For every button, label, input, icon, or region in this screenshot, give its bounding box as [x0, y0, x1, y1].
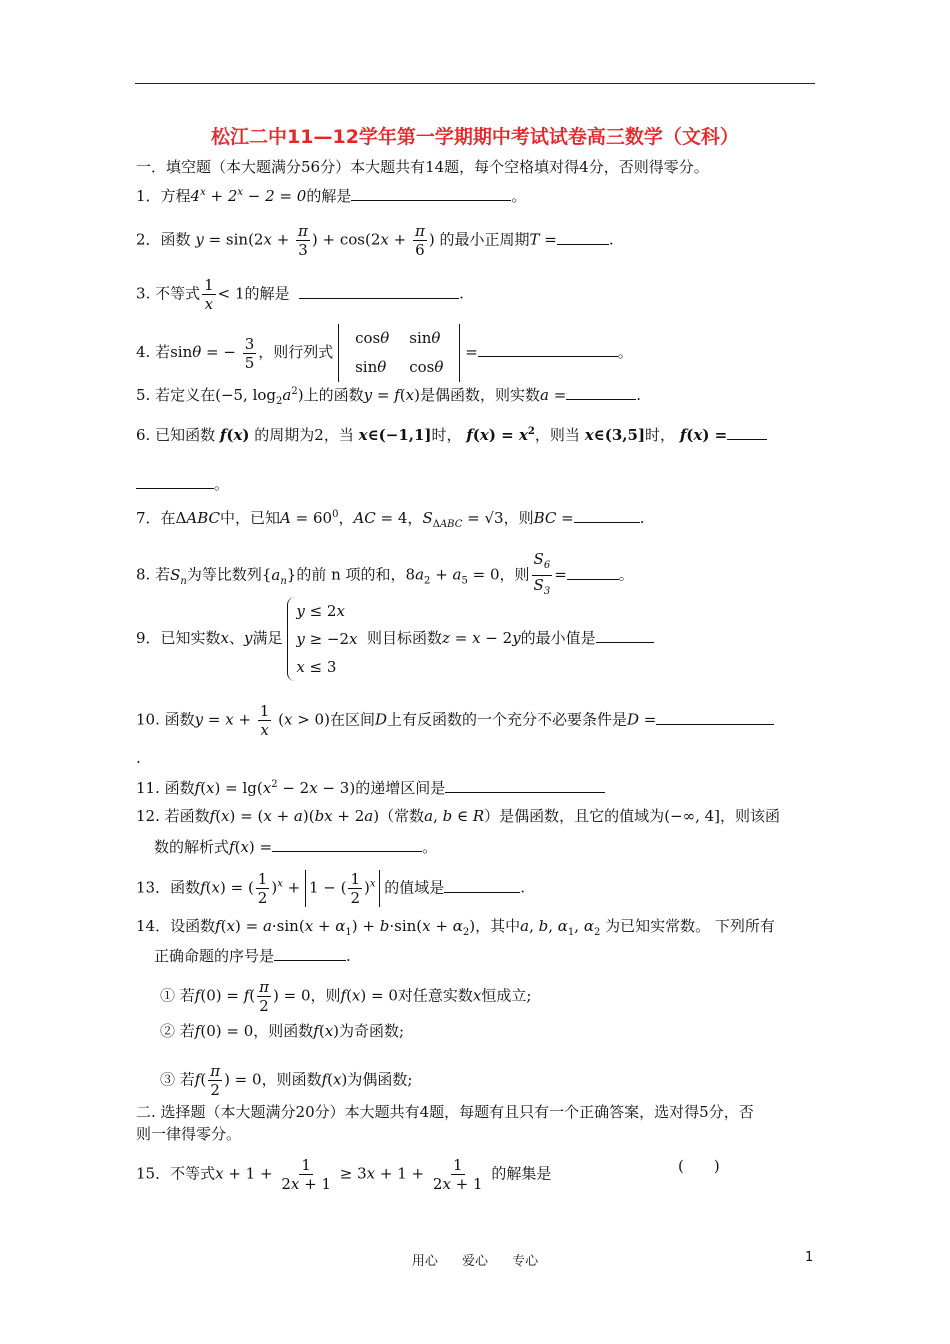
answer-blank[interactable] [299, 282, 459, 299]
answer-parentheses[interactable]: ( ) [678, 1157, 720, 1175]
question-11: 11. 函数$f(x) = \lg(x^2 - 2x - 3)$的递增区间是 [136, 775, 816, 798]
footer-text: 用心 爱心 专心 [411, 1254, 539, 1269]
question-14-cont: 正确命题的序号是 . [154, 944, 834, 966]
question-2: 2．函数 y = sin(2x + $\frac{\pi}{3}$ ) + cos(2x + $\frac{\pi}{6}$ ) 的最小正周期T = . [136, 222, 614, 259]
question-14-option-1: ① 若f(0) = f( $\frac{\pi}{2}$ ) = 0，则f(x) = 0对任意实数x恒成立; [160, 978, 532, 1015]
section-2-heading: 二. 选择题（本大题满分20分）本大题共有4题，每题有且只有一个正确答案，选对得5分，否 [136, 1103, 754, 1121]
answer-blank[interactable] [567, 563, 619, 580]
question-13: 13．函数f(x) = ( $\frac{1}{2}$ )$^x$ + 1 − ( $\frac{1}{2}$ )$^x$ 的值域是 . [136, 870, 526, 907]
question-7: 7．在ΔABC中，已知$A = 60^0$，AC = 4，$S_{\Delta ABC} = √3$，则BC = . [136, 505, 816, 535]
question-15: 15．不等式x + 1 + $\frac{1}{2x + 1}$ ≥ 3x + 1 + $\frac{1}{2x + 1}$ 的解集是 ( ) [136, 1156, 720, 1193]
answer-blank[interactable] [557, 228, 609, 245]
question-14: 14．设函数$f(x) = a\cdot\sin(x + \alpha_1) + b\cdot\sin(x + \alpha_2)$，其中a, b, $\alpha_1$, $\alpha_2$ 为已知实常数。 下列所有 [136, 917, 775, 938]
answer-blank[interactable] [727, 423, 767, 440]
question-12-cont: 数的解析式f(x) = 。 [154, 835, 834, 857]
answer-blank[interactable] [478, 340, 618, 357]
question-14-option-3: ③ 若f( $\frac{\pi}{2}$ ) = 0，则函数f(x)为偶函数; [160, 1062, 413, 1099]
answer-blank[interactable] [566, 383, 636, 400]
answer-blank[interactable] [136, 472, 214, 489]
question-6-cont: 。 [136, 472, 816, 494]
question-4: 4. 若sinθ = − $\frac{3}{5}$ ，则行列式 cosθ sinθ sinθ cosθ = 。 [136, 324, 816, 382]
page-title: 松江二中11—12学年第一学期期中考试试卷高三数学（文科） [211, 126, 739, 148]
answer-blank[interactable] [351, 184, 511, 201]
header-rule [135, 83, 815, 84]
answer-blank[interactable] [272, 835, 422, 852]
question-3: 3. 不等式 $\frac{1}{x}$ < 1的解是 . [136, 276, 464, 313]
question-14-option-2: ② 若f(0) = 0，则函数f(x)为奇函数; [160, 1022, 405, 1040]
answer-blank[interactable] [596, 626, 654, 643]
question-10-cont: . [136, 749, 141, 767]
question-9: 9．已知实数x、y满足 y ≤ 2x y ≥ −2x x ≤ 3 则目标函数z = x − 2y的最小值是 [136, 597, 816, 681]
question-10: 10. 函数y = x + $\frac{1}{x}$ (x > 0)在区间D上有反函数的一个充分不必要条件是D = [136, 702, 816, 739]
page-number: 1 [805, 1250, 814, 1265]
answer-blank[interactable] [574, 506, 640, 523]
section-2-heading-cont: 则一律得零分。 [136, 1125, 242, 1143]
answer-blank[interactable] [274, 944, 346, 961]
question-1: 1．方程$4^x + 2^x - 2 = 0$的解是 。 [136, 183, 816, 206]
answer-blank[interactable] [444, 876, 520, 893]
question-5: 5. 若定义在(−5, $\log_2a^2$)上的函数y = f(x)是偶函数，则实数a = . [136, 382, 816, 412]
question-12: 12. 若函数f(x) = (x + a)(bx + 2a)（常数a, b ∈ R）是偶函数，且它的值域为(−∞, 4]，则该函 [136, 807, 781, 825]
question-8: 8. 若$S_n$为等比数列$\{a_n\}$的前 n 项的和，$8a_2 + a_5 = 0$，则 $\frac{S_6}{S_3}$ = 。 [136, 550, 634, 597]
section-1-heading: 一．填空题（本大题满分56分）本大题共有14题，每个空格填对得4分，否则得零分。 [136, 158, 709, 176]
question-6: 6. 已知函数 f(x) 的周期为2，当 x∈(−1,1]时， $f(x) = x^2$，则当 x∈(3,5]时， f(x) = [136, 422, 816, 445]
answer-blank[interactable] [656, 708, 774, 725]
answer-blank[interactable] [445, 776, 605, 793]
